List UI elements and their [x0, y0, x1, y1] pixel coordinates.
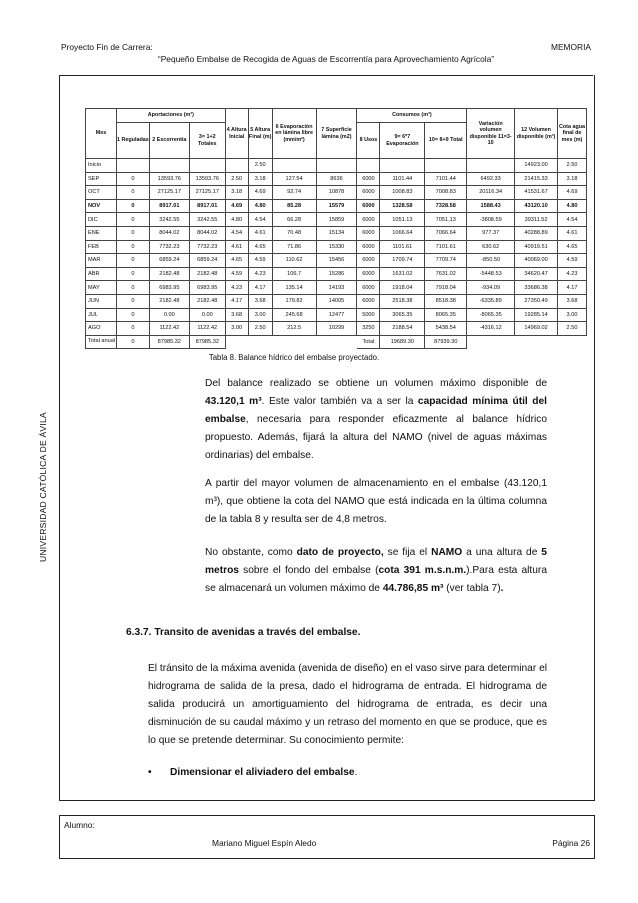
table-cell: 5438.54	[425, 322, 467, 336]
page-header	[59, 37, 593, 76]
table-cell: 3.00	[558, 308, 587, 322]
footer-alumno-label: Alumno:	[64, 820, 95, 830]
table-cell: 4.65	[248, 240, 272, 254]
col-header-evaporacion-consumo: 9= 6*7 Evaporación	[380, 123, 425, 159]
table-cell: 8518.38	[425, 294, 467, 308]
table-cell: 7732.23	[189, 240, 225, 254]
table-cell: 1122.42	[189, 322, 225, 336]
table-cell: 0	[116, 186, 149, 200]
table-cell: ENE	[86, 226, 117, 240]
table-cell: 4.69	[225, 199, 248, 213]
table-row	[86, 267, 587, 281]
bullet-icon: •	[148, 767, 152, 778]
footer-page-number: Página 26	[552, 838, 590, 848]
table-cell: JUL	[86, 308, 117, 322]
table-cell: -6335.89	[467, 294, 515, 308]
table-cell: 14193	[316, 281, 357, 295]
table-cell: 39311.52	[515, 213, 558, 227]
table-cell: 0	[116, 226, 149, 240]
table-cell: 7101.44	[425, 172, 467, 186]
table-cell: Inicio	[86, 159, 117, 173]
table-cell: SEP	[86, 172, 117, 186]
table-cell: 7732.23	[149, 240, 189, 254]
table-cell: MAR	[86, 254, 117, 268]
table-cell	[116, 159, 149, 173]
table-cell: 21415.33	[515, 172, 558, 186]
table-cell: 87939.30	[425, 335, 467, 349]
table-cell: 6000	[357, 240, 380, 254]
table-cell: 8044.02	[189, 226, 225, 240]
table-cell: 7918.04	[425, 281, 467, 295]
table-cell: 8044.02	[149, 226, 189, 240]
table-cell: 2.50	[558, 322, 587, 336]
col-header-consumos: Consumos (m³)	[357, 109, 467, 123]
table-cell: 245.68	[272, 308, 316, 322]
table-row	[86, 254, 587, 268]
table-cell: 3065.35	[380, 308, 425, 322]
table-cell: -934.09	[467, 281, 515, 295]
table-cell: 8065.35	[425, 308, 467, 322]
footer-author-name: Mariano Miguel Espín Aledo	[212, 838, 317, 848]
table-cell: 1588.43	[467, 199, 515, 213]
table-cell: 66.28	[272, 213, 316, 227]
table-row	[86, 172, 587, 186]
col-header-totales: 3= 1+2 Totales	[189, 123, 225, 159]
table-cell: 2518.38	[380, 294, 425, 308]
table-cell: 3242.55	[149, 213, 189, 227]
table-cell: 4.61	[248, 226, 272, 240]
table-cell	[467, 159, 515, 173]
table-cell: 71.86	[272, 240, 316, 254]
table-cell: 2182.48	[149, 267, 189, 281]
table-row	[86, 240, 587, 254]
table-cell	[225, 159, 248, 173]
table-cell: 8636	[316, 172, 357, 186]
table-cell: 6000	[357, 281, 380, 295]
col-header-aportaciones: Aportaciones (m³)	[116, 109, 225, 123]
table-cell: 7051.13	[425, 213, 467, 227]
table-cell: 7328.58	[425, 199, 467, 213]
table-cell: 34620.47	[515, 267, 558, 281]
table-cell: FEB	[86, 240, 117, 254]
table-cell: 40288.89	[515, 226, 558, 240]
table-cell: 14005	[316, 294, 357, 308]
col-header-altura-inicial: 4 Altura Inicial	[225, 109, 248, 159]
table-cell: 0	[116, 172, 149, 186]
table-cell: 1066.64	[380, 226, 425, 240]
table-cell	[425, 159, 467, 173]
table-row	[86, 308, 587, 322]
table-cell: 4.80	[225, 213, 248, 227]
table-cell: JUN	[86, 294, 117, 308]
table-cell	[272, 159, 316, 173]
page-footer	[59, 815, 595, 859]
section-heading: 6.3.7. Transito de avenidas a través del embalse.	[126, 627, 361, 638]
table-cell: Total anual	[86, 335, 117, 349]
table-cell: 4.80	[558, 199, 587, 213]
table-cell: 27125.17	[149, 186, 189, 200]
table-cell: 13593.76	[149, 172, 189, 186]
table-total-row	[86, 335, 587, 349]
table-cell: 4.23	[248, 267, 272, 281]
table-cell: 3.00	[248, 308, 272, 322]
table-cell: 12477	[316, 308, 357, 322]
table-cell: AGO	[86, 322, 117, 336]
table-cell: 4.54	[558, 213, 587, 227]
table-cell: -850.50	[467, 254, 515, 268]
table-cell: 0	[116, 294, 149, 308]
table-cell: 85.28	[272, 199, 316, 213]
table-cell: DIC	[86, 213, 117, 227]
table-cell: 19285.14	[515, 308, 558, 322]
table-cell: 135.14	[272, 281, 316, 295]
table-cell: -4316.12	[467, 322, 515, 336]
table-cell	[149, 159, 189, 173]
table-cell: 10878	[316, 186, 357, 200]
table-cell: 4.17	[558, 281, 587, 295]
table-cell: 43120.10	[515, 199, 558, 213]
table-row	[86, 186, 587, 200]
table-cell: 10299	[316, 322, 357, 336]
table-cell: 212.5	[272, 322, 316, 336]
table-cell: 4.54	[248, 213, 272, 227]
table-cell: 15330	[316, 240, 357, 254]
max-volume-value: 43.120,1 m³	[205, 396, 262, 407]
table-cell: 6000	[357, 172, 380, 186]
table-row	[86, 199, 587, 213]
paragraph-namo-level: A partir del mayor volumen de almacenamiento en el embalse (43.120,1 m³), que obtiene la cota del NAMO que está indicada en la última columna de la tabla 8 y resulta ser de 4,8 metros.	[205, 478, 547, 525]
table-cell: 2.50	[225, 172, 248, 186]
col-header-cota: Cota agua final de mes (m)	[558, 109, 587, 159]
table-cell: 6000	[357, 199, 380, 213]
table-cell: 0	[116, 199, 149, 213]
capacity-term: capacidad mínima útil del embalse	[205, 396, 547, 425]
table-cell: -5448.53	[467, 267, 515, 281]
table-cell: 2.50	[248, 322, 272, 336]
table-cell	[189, 159, 225, 173]
table-cell: 0	[116, 240, 149, 254]
table-cell: Total	[357, 335, 380, 349]
table-cell: 33686.38	[515, 281, 558, 295]
table-cell: 4.23	[558, 267, 587, 281]
table-row	[86, 213, 587, 227]
table-cell: 4.17	[248, 281, 272, 295]
table-cell: 6000	[357, 226, 380, 240]
col-header-reguladas: 1 Reguladas	[116, 123, 149, 159]
table-cell: 27125.17	[189, 186, 225, 200]
table-cell: 7008.83	[425, 186, 467, 200]
table-cell: 41531.67	[515, 186, 558, 200]
table-cell: 2188.54	[380, 322, 425, 336]
bullet-item: • Dimensionar el aliviadero del embalse.	[148, 767, 358, 778]
table-cell: 7066.64	[425, 226, 467, 240]
table-cell: 2182.48	[189, 294, 225, 308]
table-cell	[357, 159, 380, 173]
table-cell: 3.18	[225, 186, 248, 200]
table-cell: 3.68	[248, 294, 272, 308]
table-cell: 6000	[357, 294, 380, 308]
col-header-superficie: 7 Superficie lámina (m2)	[316, 109, 357, 159]
table-cell: 4.80	[248, 199, 272, 213]
paragraph-balance: Del balance realizado se obtiene un volumen máximo disponible de 43.120,1 m³. Este valor también va a ser la capacidad mínima útil del embalse, necesaria para responder eficazmente al balance hídrico propuesto. Además, fijará la altura del NAMO (nivel de aguas máximas ordinarias) del embalse.	[205, 378, 547, 461]
table-row	[86, 294, 587, 308]
table-cell: 3.68	[558, 294, 587, 308]
table-cell: 3.68	[225, 308, 248, 322]
table-cell: 0	[116, 254, 149, 268]
table-row	[86, 281, 587, 295]
table-cell: 6000	[357, 254, 380, 268]
table-cell: 3242.55	[189, 213, 225, 227]
table-cell: 4.17	[225, 294, 248, 308]
table-cell: 0	[116, 335, 149, 349]
table-cell: 15456	[316, 254, 357, 268]
table-cell: 106.7	[272, 267, 316, 281]
table-cell: 8917.01	[149, 199, 189, 213]
table-cell: 3.18	[558, 172, 587, 186]
table-cell: 13593.76	[189, 172, 225, 186]
table-row	[86, 226, 587, 240]
table-cell: 4.65	[225, 254, 248, 268]
table-cell: 2.50	[558, 159, 587, 173]
col-header-evaporacion: 6 Evaporación en lámina libre (mm/m²)	[272, 109, 316, 159]
table-cell: 6859.24	[189, 254, 225, 268]
table-cell: 1101.44	[380, 172, 425, 186]
table-cell: 1008.83	[380, 186, 425, 200]
table-cell: 15134	[316, 226, 357, 240]
table-cell: 4.65	[558, 240, 587, 254]
table-cell: 8917.01	[189, 199, 225, 213]
table-cell: NOV	[86, 199, 117, 213]
table-cell: -8065.35	[467, 308, 515, 322]
table-cell: 6000	[357, 213, 380, 227]
table-cell: 40069.00	[515, 254, 558, 268]
table-cell: 6000	[357, 186, 380, 200]
table-cell: 0	[116, 267, 149, 281]
col-header-usos: 8 Usos	[357, 123, 380, 159]
table-cell: 4.23	[225, 281, 248, 295]
table-cell: OCT	[86, 186, 117, 200]
table-cell: 977.37	[467, 226, 515, 240]
header-project-label: Proyecto Fin de Carrera:	[61, 42, 153, 52]
table-cell: 7709.74	[425, 254, 467, 268]
table-cell: 1918.04	[380, 281, 425, 295]
table-cell: 70.48	[272, 226, 316, 240]
table-cell-empty	[467, 335, 587, 349]
table-cell: MAY	[86, 281, 117, 295]
table-cell: 6983.95	[189, 281, 225, 295]
table-cell: 4.59	[248, 254, 272, 268]
table-cell: 4.61	[225, 240, 248, 254]
table-cell: 15859	[316, 213, 357, 227]
table-cell: 3.18	[248, 172, 272, 186]
table-cell: 87985.32	[189, 335, 225, 349]
table-row	[86, 159, 587, 173]
paragraph-project-data: No obstante, como dato de proyecto, se fija el NAMO a una altura de 5 metros sobre el fondo del embalse (cota 391 m.s.n.m.).Para esta altura se almacenará un volumen máximo de 44.786,85 m³ (ver tabla 7).	[205, 547, 547, 594]
table-cell: 2.50	[248, 159, 272, 173]
table-cell: 0.00	[189, 308, 225, 322]
table-cell: 1328.58	[380, 199, 425, 213]
table-cell: 179.82	[272, 294, 316, 308]
col-header-mes: Mes	[86, 109, 117, 159]
table-cell: 5000	[357, 308, 380, 322]
table-cell: 15579	[316, 199, 357, 213]
table-cell: 3250	[357, 322, 380, 336]
table-cell: ABR	[86, 267, 117, 281]
table-cell: 1101.61	[380, 240, 425, 254]
table-cell: 92.74	[272, 186, 316, 200]
table-cell-empty	[225, 335, 357, 349]
table-cell: 1051.13	[380, 213, 425, 227]
table-cell: 6859.24	[149, 254, 189, 268]
table-cell: 7101.61	[425, 240, 467, 254]
table-cell: 4.59	[558, 254, 587, 268]
table-cell: 20116.34	[467, 186, 515, 200]
table-cell: 1122.42	[149, 322, 189, 336]
table-cell: 14969.02	[515, 322, 558, 336]
paragraph-flood-transit: El tránsito de la máxima avenida (avenida de diseño) en el vaso sirve para determinar el hidrograma de salida de la presa, dado el hidrograma de entrada. El hidrograma de salida producirá un amortiguamiento del hidrograma de entrada, es decir una disminución de su caudal máximo y un retraso del momento en que se produce, que es lo que se pretende determinar. Su conocimiento permite:	[148, 663, 547, 746]
table-cell: 6492.33	[467, 172, 515, 186]
table-cell: 0	[116, 213, 149, 227]
table-cell: 3.00	[225, 322, 248, 336]
table-cell: 0	[116, 308, 149, 322]
table-cell: 4.59	[225, 267, 248, 281]
table-cell: -3808.59	[467, 213, 515, 227]
table-cell: 87985.32	[149, 335, 189, 349]
table-cell: 1631.02	[380, 267, 425, 281]
table-cell: 630.62	[467, 240, 515, 254]
water-balance-table	[85, 108, 587, 349]
table-cell: 19689.30	[380, 335, 425, 349]
table-cell: 2182.48	[149, 294, 189, 308]
table-cell: 0	[116, 281, 149, 295]
col-header-variacion: Variación volumen disponible 11=3-10	[467, 109, 515, 159]
col-header-volumen: 12 Volumen disponible (m³)	[515, 109, 558, 159]
table-cell: 27350.49	[515, 294, 558, 308]
table-cell: 14923.00	[515, 159, 558, 173]
table-cell	[316, 159, 357, 173]
col-header-escorrentia: 2 Escorrentía	[149, 123, 189, 159]
table-cell: 4.69	[558, 186, 587, 200]
table-row	[86, 322, 587, 336]
header-project-title: “Pequeño Embalse de Recogida de Aguas de Escorrentía para Aprovechamiento Agrícola”	[157, 54, 495, 64]
table-cell: 4.61	[558, 226, 587, 240]
table-cell	[380, 159, 425, 173]
table-cell: 2182.48	[189, 267, 225, 281]
table-cell: 4.54	[225, 226, 248, 240]
table-cell: 7631.02	[425, 267, 467, 281]
table-cell: 0	[116, 322, 149, 336]
table-cell: 15286	[316, 267, 357, 281]
table-cell: 1709.74	[380, 254, 425, 268]
col-header-altura-final: 5 Altura Final (m)	[248, 109, 272, 159]
table-cell: 6000	[357, 267, 380, 281]
university-sidebar-label: UNIVERSIDAD CATÓLICA DE ÁVILA	[38, 412, 48, 562]
table-cell: 110.62	[272, 254, 316, 268]
table-cell: 0.00	[149, 308, 189, 322]
table-cell: 6983.95	[149, 281, 189, 295]
table-caption: Tabla 8. Balance hídrico del embalse proyectado.	[208, 353, 380, 362]
table-cell: 127.54	[272, 172, 316, 186]
col-header-total-consumo: 10= 8+9 Total	[425, 123, 467, 159]
header-section-label: MEMORIA	[550, 42, 591, 52]
table-cell: 4.69	[248, 186, 272, 200]
table-cell: 40919.51	[515, 240, 558, 254]
